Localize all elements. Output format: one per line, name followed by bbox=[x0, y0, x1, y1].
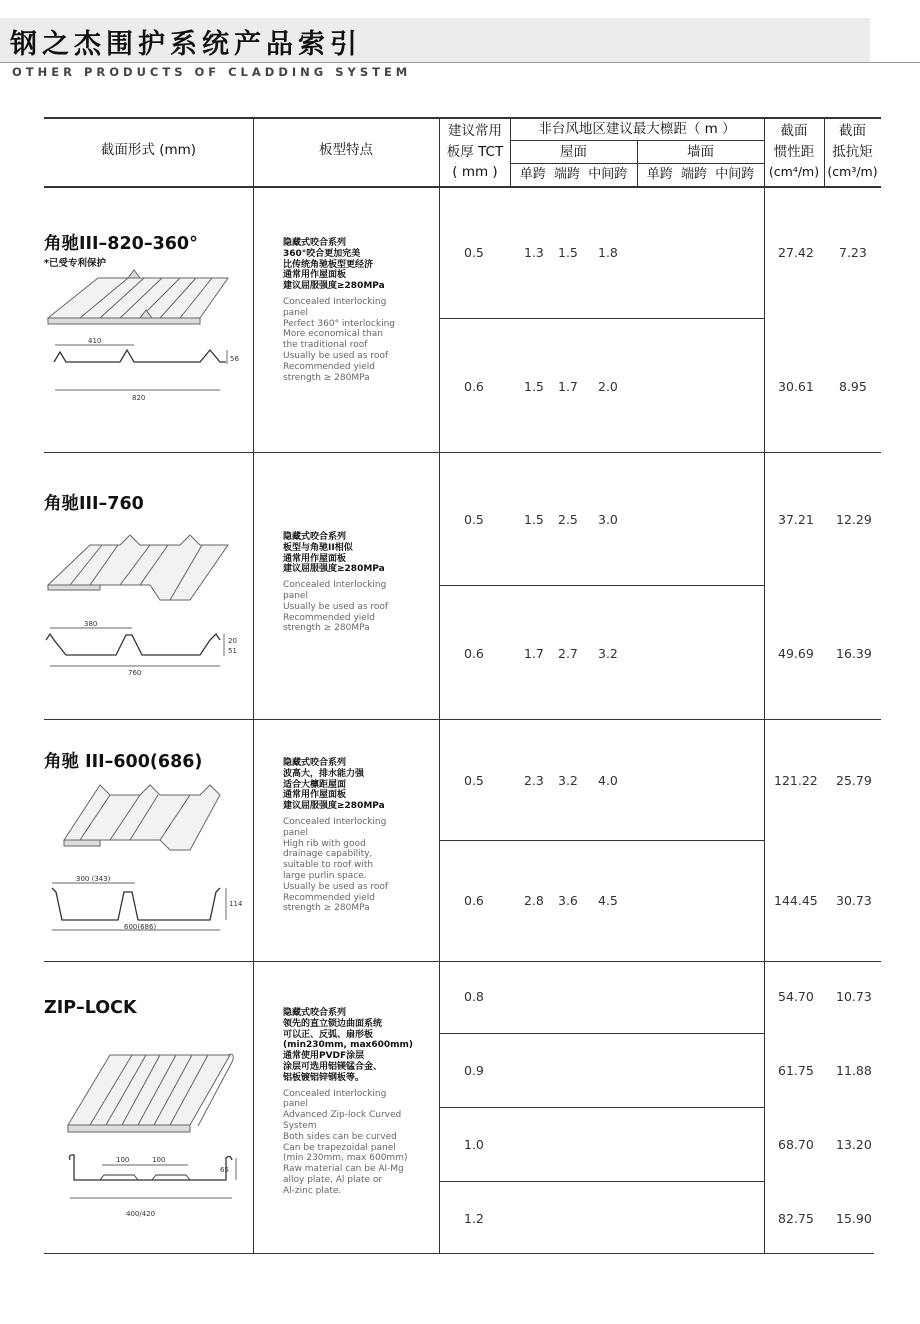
roof-middle-span: 3.2 bbox=[598, 646, 618, 661]
resistance-value: 7.23 bbox=[839, 245, 867, 260]
inertia-value: 27.42 bbox=[778, 245, 814, 260]
col-resist-l2: 抵抗矩 bbox=[832, 144, 873, 160]
col-thickness-l3: ( mm ) bbox=[452, 164, 498, 180]
panel-drawing bbox=[40, 780, 243, 940]
col-resist-l3: (cm³/m) bbox=[827, 164, 878, 179]
col-thickness-l2: 板厚 TCT bbox=[446, 144, 504, 160]
dim-cover: 760 bbox=[128, 669, 142, 677]
feature-line: Usually be used as roof bbox=[283, 881, 389, 892]
header-divider bbox=[0, 62, 920, 63]
resistance-value: 30.73 bbox=[836, 893, 872, 908]
thickness-value: 0.9 bbox=[464, 1063, 484, 1078]
col-span-group: 非台风地区建议最大檩距（ m ） bbox=[538, 121, 736, 137]
col-resist-l1: 截面 bbox=[839, 123, 866, 139]
feature-line: 铝板镀铝锌钢板等。 bbox=[283, 1072, 365, 1083]
thickness-value: 0.5 bbox=[464, 512, 484, 527]
inertia-value: 49.69 bbox=[778, 646, 814, 661]
product-name: ZIP–LOCK bbox=[44, 998, 137, 1018]
col-roof: 屋面 bbox=[560, 144, 587, 160]
roof-end-span: 1.5 bbox=[558, 245, 578, 260]
feature-line: Concealed Interlocking bbox=[283, 816, 387, 827]
col-features: 板型特点 bbox=[319, 142, 373, 158]
features-product-2 bbox=[283, 532, 428, 634]
dim-width: 380 bbox=[84, 620, 98, 628]
feature-line: 建议屈服强度≥280MPa bbox=[283, 281, 385, 292]
feature-line: Can be trapezoidal panel bbox=[283, 1142, 396, 1153]
inertia-value: 61.75 bbox=[778, 1063, 814, 1078]
feature-line: More economical than bbox=[283, 329, 383, 340]
dim-rib-b: 100 bbox=[152, 1156, 166, 1164]
dim-height-2: 51 bbox=[228, 647, 237, 655]
thickness-value: 0.6 bbox=[464, 893, 484, 908]
roof-single-span: 2.8 bbox=[524, 893, 544, 908]
roof-end-span: 1.7 bbox=[558, 379, 578, 394]
thickness-value: 0.5 bbox=[464, 773, 484, 788]
feature-line: 适合大檩距屋面 bbox=[283, 779, 347, 790]
thickness-value: 0.8 bbox=[464, 989, 484, 1004]
panel-drawing bbox=[40, 1040, 240, 1220]
feature-line: 建议屈服强度≥280MPa bbox=[283, 801, 385, 812]
feature-line: 波高大，排水能力强 bbox=[283, 768, 365, 779]
dim-width: 410 bbox=[88, 337, 102, 345]
roof-single-span: 1.7 bbox=[524, 646, 544, 661]
col-roof-sub: 单跨 端跨 中间跨 bbox=[519, 167, 628, 182]
dim-height: 65 bbox=[220, 1166, 229, 1174]
dim-height: 20 bbox=[228, 637, 237, 645]
dim-rib-a: 100 bbox=[116, 1156, 130, 1164]
feature-line: 通常用作屋面板 bbox=[283, 270, 347, 281]
panel-drawing bbox=[40, 530, 240, 680]
thickness-value: 1.0 bbox=[464, 1137, 484, 1152]
feature-line: 360°咬合更加完美 bbox=[283, 248, 361, 259]
dim-cover: 820 bbox=[132, 394, 146, 402]
roof-end-span: 3.2 bbox=[558, 773, 578, 788]
feature-line: 比传统角驰板型更经济 bbox=[283, 259, 374, 270]
feature-line: Advanced Zip-lock Curved bbox=[283, 1110, 402, 1121]
feature-line: Usually be used as roof bbox=[283, 601, 389, 612]
dim-height: 56 bbox=[230, 355, 239, 363]
dim-width: 300 (343) bbox=[76, 875, 111, 883]
resistance-value: 16.39 bbox=[836, 646, 872, 661]
features-en bbox=[283, 817, 428, 914]
thickness-value: 0.6 bbox=[464, 379, 484, 394]
feature-line: (min230mm, max600mm) bbox=[283, 1040, 413, 1051]
roof-single-span: 1.3 bbox=[524, 245, 544, 260]
thickness-value: 1.2 bbox=[464, 1211, 484, 1226]
resistance-value: 8.95 bbox=[839, 379, 867, 394]
feature-line: Concealed Interlocking bbox=[283, 580, 387, 591]
feature-line: 板型与角驰II相似 bbox=[283, 542, 353, 553]
roof-end-span: 2.5 bbox=[558, 512, 578, 527]
features-cn bbox=[283, 758, 428, 812]
roof-single-span: 1.5 bbox=[524, 512, 544, 527]
feature-line: 涂层可选用铝镁锰合金、 bbox=[283, 1061, 383, 1072]
dim-cover: 600(686) bbox=[124, 923, 157, 931]
feature-line: 通常用作屋面板 bbox=[283, 790, 347, 801]
roof-middle-span: 3.0 bbox=[598, 512, 618, 527]
feature-line: Recommended yield bbox=[283, 361, 376, 372]
inertia-value: 30.61 bbox=[778, 379, 814, 394]
feature-line: Raw material can be Al-Mg bbox=[283, 1164, 404, 1175]
feature-line: the traditional roof bbox=[283, 340, 368, 351]
feature-line: 通常用作屋面板 bbox=[283, 553, 347, 564]
inertia-value: 144.45 bbox=[774, 893, 818, 908]
resistance-value: 25.79 bbox=[836, 773, 872, 788]
feature-line: 隐藏式咬合系列 bbox=[283, 238, 347, 248]
inertia-value: 68.70 bbox=[778, 1137, 814, 1152]
feature-line: panel bbox=[283, 590, 308, 601]
feature-line: Concealed Interlocking bbox=[283, 1088, 387, 1099]
feature-line: 隐藏式咬合系列 bbox=[283, 532, 347, 542]
feature-line: (min 230mm, max 600mm) bbox=[283, 1153, 408, 1164]
feature-line: strength ≥ 280MPa bbox=[283, 623, 370, 634]
profile-section-icon bbox=[46, 628, 224, 666]
col-inertia-l3: (cm⁴/m) bbox=[768, 164, 820, 179]
panel-drawing bbox=[40, 270, 240, 410]
feature-line: strength ≥ 280MPa bbox=[283, 903, 370, 914]
roof-end-span: 2.7 bbox=[558, 646, 578, 661]
roof-middle-span: 2.0 bbox=[598, 379, 618, 394]
resistance-value: 11.88 bbox=[836, 1063, 872, 1078]
feature-line: Perfect 360° interlocking bbox=[283, 318, 395, 329]
feature-line: 可以正、反弧、扇形板 bbox=[283, 1029, 374, 1040]
resistance-value: 15.90 bbox=[836, 1211, 872, 1226]
feature-line: alloy plate, Al plate or bbox=[283, 1174, 383, 1185]
thickness-value: 0.5 bbox=[464, 245, 484, 260]
inertia-value: 54.70 bbox=[778, 989, 814, 1004]
profile-section-icon bbox=[54, 345, 227, 390]
feature-line: strength ≥ 280MPa bbox=[283, 372, 370, 383]
roof-end-span: 3.6 bbox=[558, 893, 578, 908]
roof-middle-span: 1.8 bbox=[598, 245, 618, 260]
panel-3d-icon bbox=[48, 535, 228, 600]
features-en bbox=[283, 580, 428, 634]
roof-middle-span: 4.5 bbox=[598, 893, 618, 908]
panel-3d-icon bbox=[64, 785, 220, 850]
inertia-value: 121.22 bbox=[774, 773, 818, 788]
col-inertia-l2: 惯性距 bbox=[773, 144, 815, 160]
feature-line: suitable to roof with bbox=[283, 860, 374, 871]
patent-note: *已受专利保护 bbox=[44, 258, 106, 269]
features-product-1 bbox=[283, 238, 428, 383]
feature-line: 隐藏式咬合系列 bbox=[283, 1008, 347, 1018]
resistance-value: 12.29 bbox=[836, 512, 872, 527]
col-section-form: 截面形式 (mm) bbox=[100, 142, 197, 158]
roof-single-span: 1.5 bbox=[524, 379, 544, 394]
inertia-value: 37.21 bbox=[778, 512, 814, 527]
feature-line: 隐藏式咬合系列 bbox=[283, 758, 347, 768]
product-name: 角驰III–760 bbox=[44, 494, 144, 514]
thickness-value: 0.6 bbox=[464, 646, 484, 661]
features-en bbox=[283, 297, 428, 383]
product-name: 角驰 III–600(686) bbox=[44, 752, 203, 772]
dim-cover: 400/420 bbox=[126, 1210, 156, 1218]
feature-line: panel bbox=[283, 827, 308, 838]
feature-line: Al-zinc plate. bbox=[283, 1185, 342, 1196]
col-wall-sub: 单跨 端跨 中间跨 bbox=[646, 167, 755, 182]
feature-line: 建议屈服强度≥280MPa bbox=[283, 564, 385, 575]
feature-line: Recommended yield bbox=[283, 892, 376, 903]
panel-3d-icon bbox=[68, 1054, 233, 1132]
resistance-value: 13.20 bbox=[836, 1137, 872, 1152]
feature-line: 通常使用PVDF涂层 bbox=[283, 1051, 365, 1062]
col-inertia-l1: 截面 bbox=[780, 123, 808, 139]
features-cn bbox=[283, 238, 428, 292]
feature-line: High rib with good bbox=[283, 838, 366, 849]
roof-middle-span: 4.0 bbox=[598, 773, 618, 788]
feature-line: 领先的直立锁边曲面系统 bbox=[283, 1018, 383, 1029]
feature-line: panel bbox=[283, 307, 308, 318]
dim-height: 114 bbox=[229, 900, 243, 908]
feature-line: Usually be used as roof bbox=[283, 350, 389, 361]
page-title: 钢之杰围护系统产品索引 bbox=[10, 29, 362, 60]
feature-line: panel bbox=[283, 1099, 308, 1110]
page-subtitle: OTHER PRODUCTS OF CLADDING SYSTEM bbox=[12, 65, 412, 79]
features-cn bbox=[283, 532, 428, 575]
roof-single-span: 2.3 bbox=[524, 773, 544, 788]
product-name: 角驰III–820–360° bbox=[44, 234, 198, 254]
feature-line: Concealed Interlocking bbox=[283, 296, 387, 307]
features-cn bbox=[283, 1008, 428, 1084]
feature-line: Recommended yield bbox=[283, 612, 376, 623]
features-product-4 bbox=[283, 1008, 428, 1197]
inertia-value: 82.75 bbox=[778, 1211, 814, 1226]
col-wall: 墙面 bbox=[687, 144, 714, 160]
feature-line: drainage capability, bbox=[283, 849, 373, 860]
resistance-value: 10.73 bbox=[836, 989, 872, 1004]
features-product-3 bbox=[283, 758, 428, 914]
col-thickness-l1: 建议常用 bbox=[448, 123, 502, 139]
feature-line: System bbox=[283, 1120, 317, 1131]
feature-line: large purlin space. bbox=[283, 870, 367, 881]
panel-3d-icon bbox=[48, 270, 228, 324]
features-en bbox=[283, 1089, 428, 1197]
feature-line: Both sides can be curved bbox=[283, 1131, 397, 1142]
